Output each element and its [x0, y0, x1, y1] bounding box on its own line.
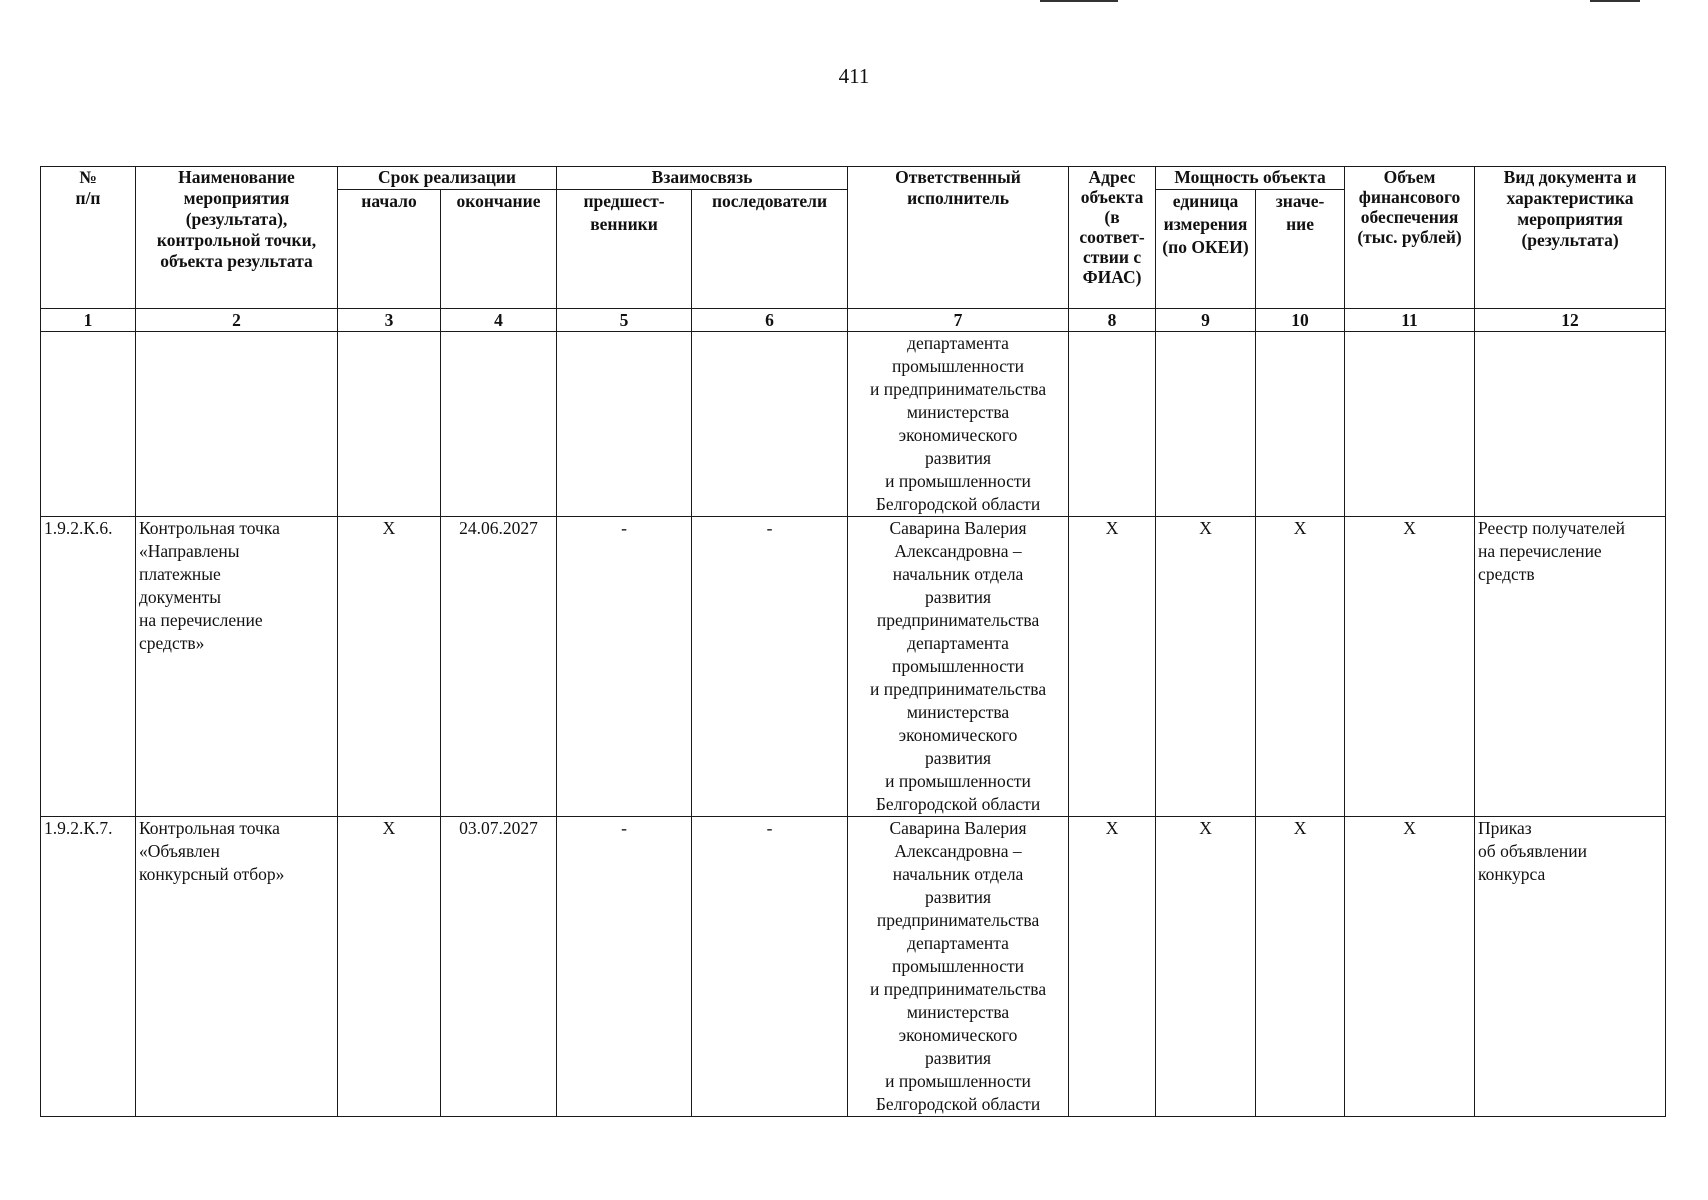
row-address-text: X	[1105, 518, 1119, 538]
row-value	[1256, 332, 1345, 517]
header-period-group: Срок реализации	[338, 167, 557, 190]
row-financing-text: X	[1403, 518, 1416, 538]
row-number-text: 1.9.2.К.7.	[44, 818, 113, 838]
scan-mark	[1590, 0, 1640, 2]
row-financing-text: X	[1403, 818, 1416, 838]
header-end: окончание	[441, 190, 557, 309]
row-start	[338, 332, 441, 517]
row-successors	[692, 817, 848, 1117]
row-start	[338, 517, 441, 817]
row-successors	[692, 517, 848, 817]
column-number: 12	[1475, 309, 1666, 332]
column-number: 6	[692, 309, 848, 332]
header-name: Наименование мероприятия (результата), контрольной точки, объекта результата	[136, 167, 338, 309]
row-document-text: Реестр получателей на перечисление средств	[1478, 518, 1626, 584]
row-responsible	[848, 817, 1069, 1117]
row-responsible-text: департамента промышленности и предпринимательства министерства экономического развития и промышленности Белгородской области	[869, 333, 1047, 514]
row-financing	[1345, 817, 1475, 1117]
column-number: 11	[1345, 309, 1475, 332]
row-address	[1069, 332, 1156, 517]
row-start	[338, 817, 441, 1117]
row-predecessors	[557, 517, 692, 817]
header-relation-group: Взаимосвязь	[557, 167, 848, 190]
column-number: 1	[41, 309, 136, 332]
header-document: Вид документа и характеристика мероприятия (результата)	[1475, 167, 1666, 309]
row-successors-text: -	[766, 518, 773, 538]
row-predecessors	[557, 817, 692, 1117]
column-number: 10	[1256, 309, 1345, 332]
header-address: Адрес объекта (в соответ-ствии с ФИАС)	[1069, 167, 1156, 309]
row-address-text: X	[1105, 818, 1119, 838]
row-number	[41, 517, 136, 817]
header-capacity-group: Мощность объекта	[1156, 167, 1345, 190]
row-value-text: X	[1293, 518, 1307, 538]
row-responsible-text: Саварина Валерия Александровна – начальник отдела развития предпринимательства департамента промышленности и предпринимательства министерства экономического развития и промышленности Белгородской области	[869, 818, 1047, 1114]
column-number: 9	[1156, 309, 1256, 332]
row-number-text: 1.9.2.К.6.	[44, 518, 113, 538]
row-number	[41, 332, 136, 517]
row-end	[441, 517, 557, 817]
column-number: 5	[557, 309, 692, 332]
row-value-text: X	[1293, 818, 1307, 838]
row-name	[136, 517, 338, 817]
row-name-text: Контрольная точка «Направлены платежные документы на перечисление средств»	[139, 518, 280, 653]
header-predecessors: предшест- венники	[557, 190, 692, 309]
column-number: 7	[848, 309, 1069, 332]
row-responsible	[848, 332, 1069, 517]
plan-table	[40, 166, 1666, 1117]
header-unit: единица измерения (по ОКЕИ)	[1156, 190, 1256, 309]
row-value	[1256, 817, 1345, 1117]
page-number: 411	[838, 64, 870, 88]
row-document-text: Приказ об объявлении конкурса	[1478, 818, 1588, 884]
row-number	[41, 817, 136, 1117]
header-value: значе- ние	[1256, 190, 1345, 309]
row-start-text: X	[382, 518, 396, 538]
row-unit-text: X	[1199, 818, 1212, 838]
row-end-text: 24.06.2027	[459, 518, 538, 538]
row-value	[1256, 517, 1345, 817]
scan-mark	[1040, 0, 1118, 2]
table-row	[41, 517, 1666, 817]
row-document	[1475, 817, 1666, 1117]
row-successors-text: -	[766, 818, 773, 838]
column-number: 2	[136, 309, 338, 332]
header-successors: последователи	[692, 190, 848, 309]
row-name-text: Контрольная точка «Объявлен конкурсный отбор»	[139, 818, 285, 884]
row-start-text: X	[382, 818, 396, 838]
row-financing	[1345, 517, 1475, 817]
row-predecessors	[557, 332, 692, 517]
row-responsible-text: Саварина Валерия Александровна – начальник отдела развития предпринимательства департамента промышленности и предпринимательства министерства экономического развития и промышленности Белгородской области	[869, 518, 1047, 814]
row-address	[1069, 517, 1156, 817]
header-responsible: Ответственный исполнитель	[848, 167, 1069, 309]
header-financing: Объем финансового обеспечения (тыс. рублей)	[1345, 167, 1475, 309]
table-row	[41, 332, 1666, 517]
row-name	[136, 332, 338, 517]
row-document	[1475, 332, 1666, 517]
row-unit	[1156, 332, 1256, 517]
row-document	[1475, 517, 1666, 817]
column-number: 8	[1069, 309, 1156, 332]
row-successors	[692, 332, 848, 517]
table-row	[41, 817, 1666, 1117]
row-name	[136, 817, 338, 1117]
header-num: № п/п	[41, 167, 136, 309]
column-number: 3	[338, 309, 441, 332]
column-number: 4	[441, 309, 557, 332]
row-end	[441, 332, 557, 517]
row-end	[441, 817, 557, 1117]
row-address	[1069, 817, 1156, 1117]
row-end-text: 03.07.2027	[459, 818, 538, 838]
row-predecessors-text: -	[621, 518, 627, 538]
row-unit	[1156, 517, 1256, 817]
row-unit-text: X	[1199, 518, 1212, 538]
row-responsible	[848, 517, 1069, 817]
row-financing	[1345, 332, 1475, 517]
row-unit	[1156, 817, 1256, 1117]
header-start: начало	[338, 190, 441, 309]
row-predecessors-text: -	[621, 818, 627, 838]
